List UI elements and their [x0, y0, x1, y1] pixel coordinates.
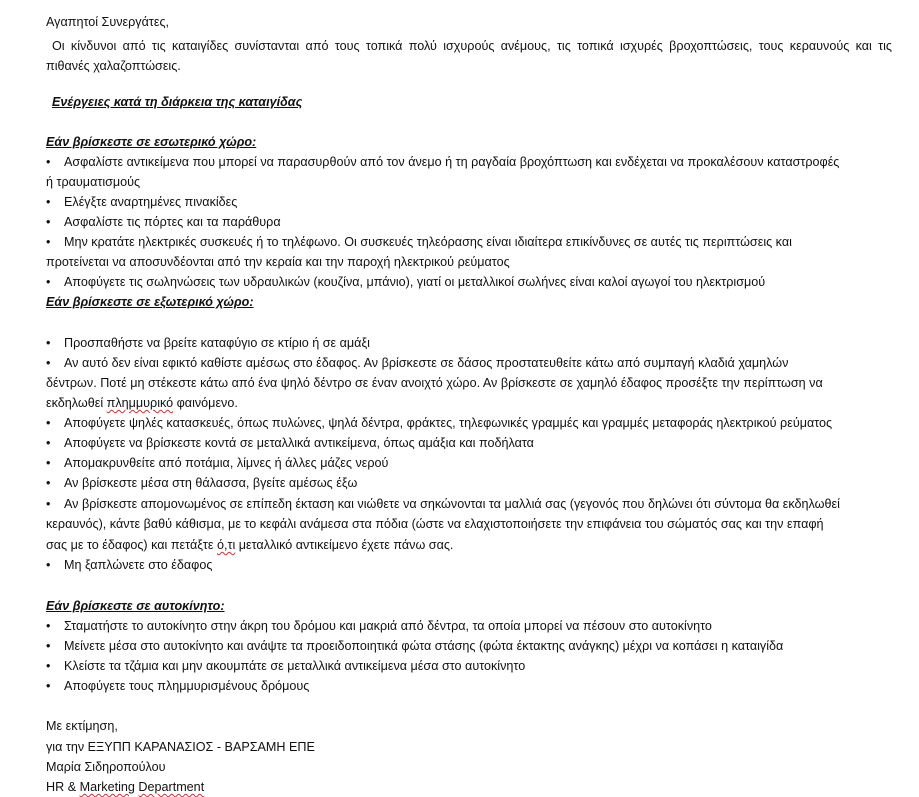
list-item-continuation: προτείνεται να αποσυνδέονται από την κεραία και την παροχή ηλεκτρικού ρεύματος — [46, 255, 510, 269]
bullet-icon: • — [46, 558, 51, 572]
list-item-text: Σταματήστε το αυτοκίνητο στην άκρη του δρόμου και μακριά από δέντρα, τα οποία μπορεί να πέσουν στο αυτοκίνητο — [64, 619, 712, 633]
bullet-icon: • — [46, 235, 51, 249]
bullet-icon: • — [46, 275, 51, 289]
list-item-text: Προσπαθήστε να βρείτε καταφύγιο σε κτίριο ή σε αμάξι — [64, 336, 370, 350]
car-heading — [46, 596, 225, 616]
bullet-icon: • — [46, 679, 51, 693]
spellcheck-word: πλημμυρικό — [106, 396, 174, 410]
text-run: φαινόμενο. — [173, 396, 238, 410]
signer-name: Μαρία Σιδηροπούλου — [46, 760, 166, 774]
list-item-text: Μη ξαπλώνετε στο έδαφος — [64, 558, 213, 572]
list-item-text: Κλείστε τα τζάμια και μην ακουμπάτε σε μεταλλικά αντικείμενα μέσα στο αυτοκίνητο — [64, 659, 526, 673]
bullet-icon: • — [46, 456, 51, 470]
intro-line-1: Οι κίνδυνοι από τις καταιγίδες συνίστανται από τους τοπικά πολύ ισχυρούς ανέμους, τις τοπικά ισχυρές βροχοπτώσεις, τους κεραυνούς και τις — [52, 39, 892, 53]
bullet-icon: • — [46, 336, 51, 350]
bullet-icon: • — [46, 356, 51, 370]
list-item-continuation: ή τραυματισμούς — [46, 175, 141, 189]
list-item-text: Μην κρατάτε ηλεκτρικές συσκευές ή το τηλέφωνο. Οι συσκευές τηλεόρασης είναι ιδιαίτερα επικίνδυνες σε αυτές τις περιπτώσεις και — [64, 235, 792, 249]
list-item-text: Μείνετε μέσα στο αυτοκίνητο και ανάψτε τα προειδοποιητικά φώτα στάσης (φώτα έκτακτης ανάγκης) μέχρι να κοπάσει η καταιγίδα — [64, 639, 784, 653]
list-item-text: Αν βρίσκεστε απομονωμένος σε επίπεδη έκταση και νιώθετε να σηκώνονται τα μαλλιά σας (γεγονός που δηλώνει ότι σύντομα θα εκδηλωθεί — [64, 497, 840, 511]
list-item-text: Αποφύγετε να βρίσκεστε κοντά σε μεταλλικά αντικείμενα, όπως αμάξια και ποδήλατα — [64, 436, 534, 450]
list-item-text: Αν αυτό δεν είναι εφικτό καθίστε αμέσως στο έδαφος. Αν βρίσκεστε σε δάσος προστατευθείτε κάτω από συμπαγή κλαδιά χαμηλών — [64, 356, 789, 370]
section-title-text: Ενέργειες κατά τη διάρκεια της καταιγίδας — [52, 95, 303, 109]
list-item-text: Ελέγξτε αναρτημένες πινακίδες — [64, 195, 238, 209]
list-item-text: Αποφύγετε τους πλημμυρισμένους δρόμους — [64, 679, 310, 693]
bullet-icon: • — [46, 155, 51, 169]
list-item-text: Απομακρυνθείτε από ποτάμια, λίμνες ή άλλες μάζες νερού — [64, 456, 389, 470]
bullet-icon: • — [46, 659, 51, 673]
indoor-heading — [46, 132, 256, 152]
bullet-icon: • — [46, 195, 51, 209]
car-heading-text: Εάν βρίσκεστε σε αυτοκίνητο: — [46, 599, 225, 613]
closing: Με εκτίμηση, — [46, 719, 118, 733]
indoor-heading-text: Εάν βρίσκεστε σε εσωτερικό χώρο: — [46, 135, 257, 149]
company-line: για την ΕΞΥΠΠ ΚΑΡΑΝΑΣΙΟΣ - ΒΑΡΣΑΜΗ ΕΠΕ — [46, 740, 315, 754]
bullet-icon: • — [46, 215, 51, 229]
bullet-icon: • — [46, 416, 51, 430]
list-item-text: Αν βρίσκεστε μέσα στη θάλασσα, βγείτε αμέσως έξω — [64, 476, 358, 490]
bullet-icon: • — [46, 639, 51, 653]
text-run: εκδηλωθεί — [46, 396, 107, 410]
bullet-icon: • — [46, 436, 51, 450]
text-run: σας με το έδαφος) και πετάξτε — [46, 538, 217, 552]
list-item-continuation — [46, 393, 238, 413]
bullet-icon: • — [46, 619, 51, 633]
bullet-icon: • — [46, 476, 51, 490]
section-title — [52, 92, 302, 112]
intro-line-2: πιθανές χαλαζοπτώσεις. — [46, 59, 181, 73]
text-run: μεταλλικό αντικείμενο έχετε πάνω σας. — [235, 538, 454, 552]
outdoor-heading-text: Εάν βρίσκεστε σε εξωτερικό χώρο: — [46, 295, 254, 309]
spellcheck-word: Department — [138, 780, 205, 794]
list-item-text: Αποφύγετε τις σωληνώσεις των υδραυλικών (κουζίνα, μπάνιο), γιατί οι μεταλλικοί σωλήνες είναι καλοί αγωγοί του ηλεκτρισμού — [64, 275, 766, 289]
greeting: Αγαπητοί Συνεργάτες, — [46, 15, 170, 29]
list-item-continuation: δέντρων. Ποτέ μη στέκεστε κάτω από ένα ψηλό δέντρο σε έναν ανοιχτό χώρο. Αν βρίσκεστε σε χαμηλό έδαφος προσέξτε την περίπτωση να — [46, 376, 823, 390]
list-item-text: Ασφαλίστε αντικείμενα που μπορεί να παρασυρθούν από τον άνεμο ή τη ραγδαία βροχόπτωση και ενδέχεται να προκαλέσουν καταστροφές — [64, 155, 840, 169]
list-item-text: Αποφύγετε ψηλές κατασκευές, όπως πυλώνες, ψηλά δέντρα, φράκτες, τηλεφωνικές γραμμές και γραμμές μεταφοράς ηλεκτρικού ρεύματος — [64, 416, 833, 430]
list-item-continuation: κεραυνός), κάντε βαθύ κάθισμα, με το κεφάλι ανάμεσα στα πόδια (ώστε να ελαχιστοποιήσετε την επιφάνεια του σώματός σας και την επαφή — [46, 517, 824, 531]
text-run: HR & — [46, 780, 80, 794]
list-item-continuation — [46, 535, 453, 555]
spellcheck-word: ό,τι — [216, 538, 236, 552]
spellcheck-word: Marketing — [79, 780, 135, 794]
department-line — [46, 777, 204, 797]
list-item-text: Ασφαλίστε τις πόρτες και τα παράθυρα — [64, 215, 281, 229]
bullet-icon: • — [46, 497, 51, 511]
outdoor-heading — [46, 292, 254, 312]
